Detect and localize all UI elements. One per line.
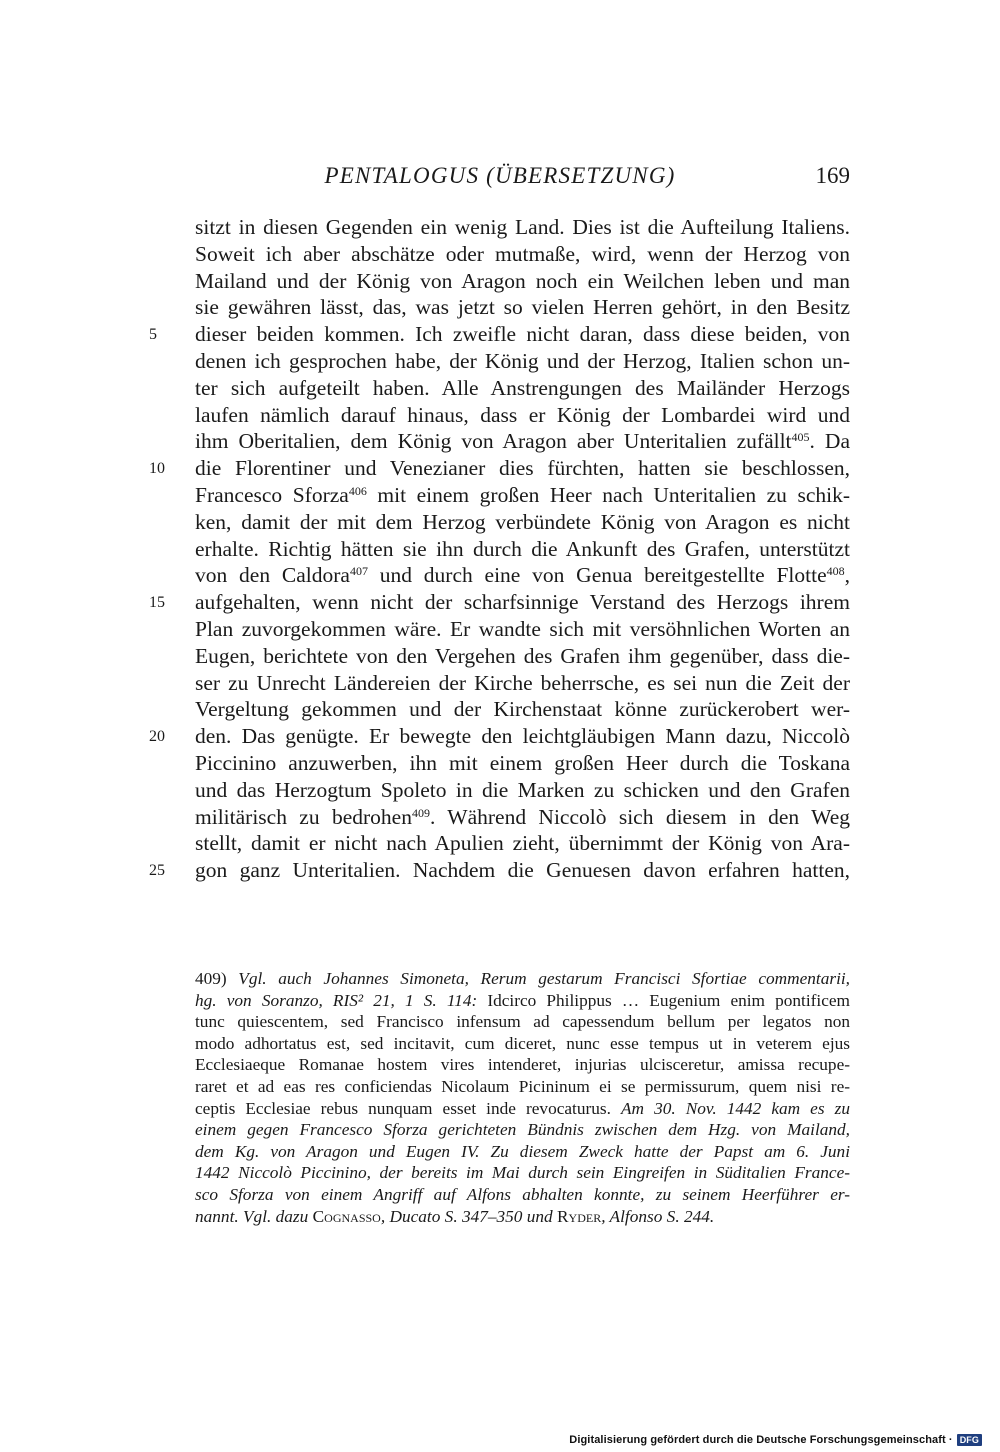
dfg-logo: DFG (957, 1434, 982, 1446)
text-segment: Plan zuvorgekommen wäre. Er wandte sich mit versöhnlichen Worten an (195, 616, 850, 641)
running-title: PENTALOGUS (ÜBERSETZUNG) (324, 163, 676, 188)
text-line (195, 214, 850, 241)
text-line (195, 562, 850, 589)
text-segment: sitzt in diesen Gegenden ein wenig Land. Dies ist die Aufteilung Italiens. (195, 215, 850, 239)
text-line (195, 375, 850, 402)
text-segment: raret et ad eas res conficiendas Nicolaum Picininum ei se permissurum, quem nisi re- (195, 1076, 850, 1096)
text-line (195, 241, 850, 268)
text-segment: Ryder (557, 1206, 602, 1226)
text-segment: hg. von Soranzo, RIS² 21, 1 S. 114: (195, 990, 478, 1010)
line-number: 15 (149, 594, 165, 612)
text-segment: einem gegen Francesco Sforza gerichteten Bündnis zwischen dem Hzg. von Mailand, (195, 1120, 850, 1140)
footnote-line (195, 1011, 850, 1033)
text-segment: modo adhortatus est, sed incitavit, cum diceret, nunc esse tempus ut in veterem ejus (195, 1033, 850, 1053)
text-line (149, 589, 850, 616)
text-segment: stellt, damit er nicht nach Apulien zieht, übernimmt der König von Ara- (195, 831, 850, 856)
text-segment: und das Herzogtum Spoleto in die Marken zu schicken und den Grafen (195, 777, 850, 802)
text-segment: dieser beiden kommen. Ich zweifle nicht daran, dass diese beiden, von (195, 322, 850, 347)
text-segment: aufgehalten, wenn nicht der scharfsinnige Verstand des Herzogs ihrem (195, 590, 850, 615)
text-segment: nannt. Vgl. dazu (195, 1206, 313, 1226)
text-line (195, 696, 850, 723)
footnote-line (195, 968, 850, 990)
text-segment: 1442 Niccolò Piccinino, der bereits im Mai durch sein Eingreifen in Süditalien France- (195, 1163, 850, 1183)
text-line (195, 509, 850, 536)
main-text (149, 214, 851, 884)
footnote-ref: 408 (826, 564, 845, 579)
text-line (149, 321, 850, 348)
text-segment: . Während Niccolò sich diesem in den Weg (429, 804, 851, 829)
text-line (195, 428, 850, 455)
text-segment: Piccinino anzuwerben, ihn mit einem großen Heer durch die Toskana (195, 750, 850, 775)
text-line (195, 777, 850, 804)
footnote-line (195, 1141, 850, 1163)
footnote-line (195, 1033, 850, 1055)
footnote-line (195, 1119, 850, 1141)
text-line (149, 455, 850, 482)
text-line (195, 616, 850, 643)
footnote-line (195, 1184, 850, 1206)
footnote-ref: 406 (348, 483, 367, 498)
text-segment: denen ich gesprochen habe, der König und der Herzog, Italien schon un- (195, 348, 850, 373)
text-segment: gon ganz Unteritalien. Nachdem die Genuesen davon erfahren hatten, (195, 858, 850, 883)
text-line (195, 268, 850, 295)
running-head (195, 163, 850, 197)
footnote-ref: 405 (791, 430, 810, 445)
credit-text: Digitalisierung gefördert durch die Deutsche Forschungsgemeinschaft · (569, 1434, 953, 1446)
text-segment: ser zu Unrecht Ländereien der Kirche beherrsche, es sei nun die Zeit der (195, 670, 850, 695)
text-line (195, 536, 850, 563)
text-line (195, 643, 850, 670)
text-segment: Eugen, berichtete von den Vergehen des Grafen ihm gegenüber, dass die- (195, 643, 850, 668)
text-segment: Ecclesiaeque Romanae hostem vires intenderet, injurias ulcisceretur, amissa recupe- (195, 1055, 850, 1075)
footnote-ref: 409 (411, 805, 430, 820)
text-segment: den. Das genügte. Er bewegte den leichtgläubigen Mann dazu, Niccolò (195, 724, 850, 749)
text-segment: Francesco Sforza (195, 482, 349, 507)
line-number: 20 (149, 728, 165, 746)
text-segment: Vergeltung gekommen und der Kirchenstaat könne zurückerobert wer- (195, 697, 850, 722)
footnote-ref: 407 (349, 564, 368, 579)
text-segment: , Ducato S. 347–350 und (380, 1206, 558, 1226)
text-segment: dem Kg. von Aragon und Eugen IV. Zu diesem Zweck hatte der Papst am 6. Juni (195, 1141, 850, 1161)
text-segment: militärisch zu bedrohen (195, 804, 412, 829)
text-segment: ceptis Ecclesiae rebus nunquam esset inde revocaturus. (195, 1098, 621, 1118)
footnote-line (195, 1162, 850, 1184)
text-line (195, 804, 850, 831)
line-number: 25 (149, 862, 165, 880)
text-segment: 409) (195, 969, 239, 988)
text-segment: , (844, 563, 851, 588)
text-segment: sco Sforza von einem Angriff auf Alfons abhalten konnte, zu seinem Heerführer er- (195, 1184, 850, 1204)
text-line (149, 857, 850, 884)
footnote-line (195, 1054, 850, 1076)
text-line (195, 348, 850, 375)
text-segment: Cognasso (312, 1206, 381, 1226)
text-segment: ken, damit der mit dem Herzog verbündete König von Aragon es nicht (195, 509, 850, 534)
text-segment: Vgl. auch Johannes Simoneta, Rerum gestarum Francisci Sfortiae commentarii, (238, 969, 850, 988)
text-line (195, 402, 850, 429)
text-line (195, 482, 850, 509)
footnote-line (195, 1076, 850, 1098)
text-segment: Am 30. Nov. 1442 kam es zu (621, 1098, 850, 1118)
text-line (195, 830, 850, 857)
text-segment: und durch eine von Genua bereitgestellte Flotte (367, 563, 827, 588)
page-number: 169 (815, 163, 850, 188)
text-segment: Idcirco Philippus … Eugenium enim pontificem (477, 990, 851, 1010)
footnote-line (195, 1206, 850, 1228)
text-segment: erhalte. Richtig hätten sie ihn durch die Ankunft des Grafen, unterstützt (195, 536, 850, 561)
line-number: 10 (149, 460, 165, 478)
footnote-line (195, 1098, 850, 1120)
text-segment: Soweit ich aber abschätze oder mutmaße, wird, wenn der Herzog von (195, 241, 850, 266)
text-segment: laufen nämlich darauf hinaus, dass er König der Lombardei wird und (195, 402, 850, 427)
text-segment: , Alfonso S. 244. (601, 1206, 715, 1226)
text-line (195, 670, 850, 697)
text-segment: tunc quiescentem, sed Francisco infensum ad capessendum bellum per legatos non (195, 1012, 850, 1032)
footnote-line (195, 990, 850, 1012)
text-line (195, 750, 850, 777)
line-number: 5 (149, 326, 157, 344)
text-segment: die Florentiner und Venezianer dies fürchten, hatten sie beschlossen, (195, 456, 850, 481)
text-segment: mit einem großen Heer nach Unteritalien zu schik- (366, 482, 850, 507)
text-segment: von den Caldora (195, 563, 350, 588)
footnote-409 (195, 968, 850, 1227)
digitization-credit (569, 1434, 982, 1446)
text-segment: ihm Oberitalien, dem König von Aragon aber Unteritalien zufällt (195, 429, 792, 454)
text-segment: Mailand und der König von Aragon noch ein Weilchen leben und man (195, 268, 850, 293)
text-segment: ter sich aufgeteilt haben. Alle Anstrengungen des Mailänder Herzogs (195, 375, 850, 400)
text-line (149, 723, 850, 750)
text-segment: sie gewähren lässt, das, was jetzt so vielen Herren gehört, in den Besitz (195, 295, 850, 320)
text-line (195, 294, 850, 321)
text-segment: . Da (809, 429, 850, 454)
